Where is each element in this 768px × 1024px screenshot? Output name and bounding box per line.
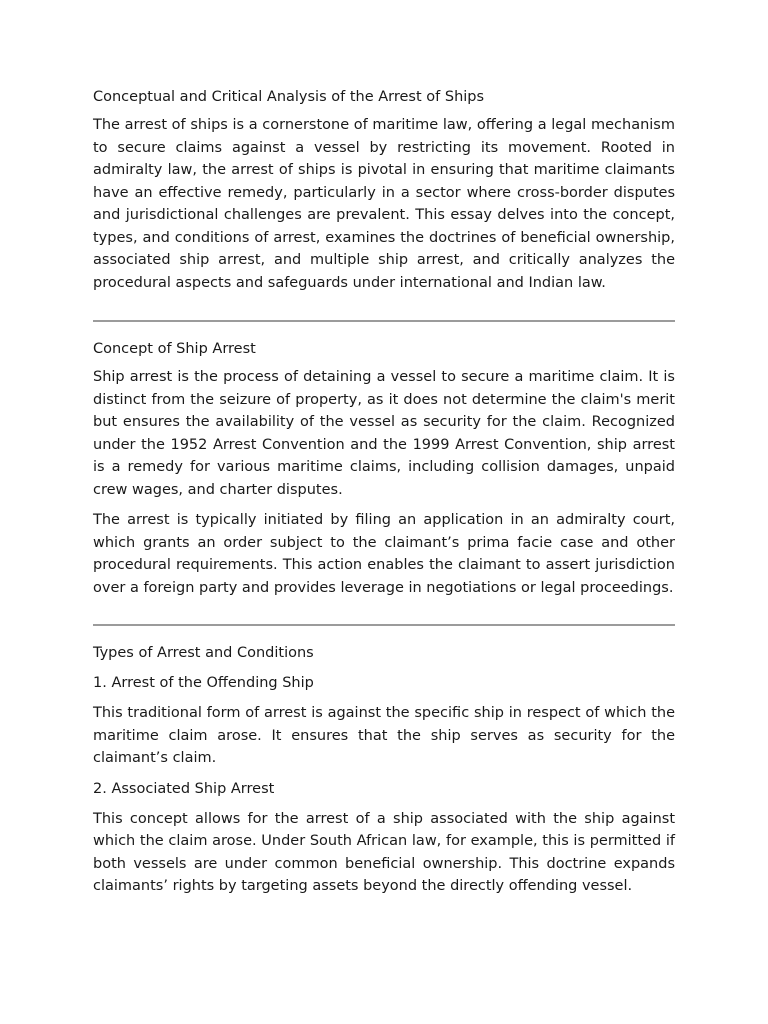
section-heading-concept: Concept of Ship Arrest: [93, 341, 256, 357]
offending-ship-paragraph: This traditional form of arrest is against the specific ship in respect of which the maritime claim arose. It ensures that the ship serves as security for the claimant’s claim.: [93, 705, 675, 766]
document-page: [93, 86, 675, 906]
intro-paragraph: The arrest of ships is a cornerstone of maritime law, offering a legal mechanism to secure claims against a vessel by restricting its movement. Rooted in admiralty law, the arrest of ships is pivotal in ensuring that maritime claimants have an effective remedy, particularly in a sector where cross-border disputes and jurisdictional challenges are prevalent. This essay delves into the concept, types, and conditions of arrest, examines the doctrines of beneficial ownership, associated ship arrest, and multiple ship arrest, and critically analyzes the procedural aspects and safeguards under international and Indian law.: [93, 117, 675, 291]
section-heading-types: Types of Arrest and Conditions: [93, 645, 314, 661]
section-divider: [93, 320, 675, 322]
concept-paragraph-1: Ship arrest is the process of detaining a vessel to secure a maritime claim. It is distinct from the seizure of property, as it does not determine the claim's merit but ensures the availability of the vessel as security for the claim. Recognized under the 1952 Arrest Convention and the 1999 Arrest Convention, ship arrest is a remedy for various maritime claims, including collision damages, unpaid crew wages, and charter disputes.: [93, 369, 675, 498]
subheading-offending-ship: 1. Arrest of the Offending Ship: [93, 675, 314, 691]
section-heading-analysis: Conceptual and Critical Analysis of the Arrest of Ships: [93, 89, 485, 105]
subheading-associated-ship: 2. Associated Ship Arrest: [93, 780, 275, 797]
concept-paragraph-2: The arrest is typically initiated by filing an application in an admiralty court, which grants an order subject to the claimant’s prima facie case and other procedural requirements. This action enables the claimant to assert jurisdiction over a foreign party and provides leverage in negotiations or legal proceedings.: [93, 512, 675, 596]
section-divider: [93, 624, 675, 626]
associated-ship-paragraph: This concept allows for the arrest of a ship associated with the ship against which the claim arose. Under South African law, for example, this is permitted if both vessels are under common beneficial ownership. This doctrine expands claimants’ rights by targeting assets beyond the directly offending vessel.: [93, 810, 675, 894]
